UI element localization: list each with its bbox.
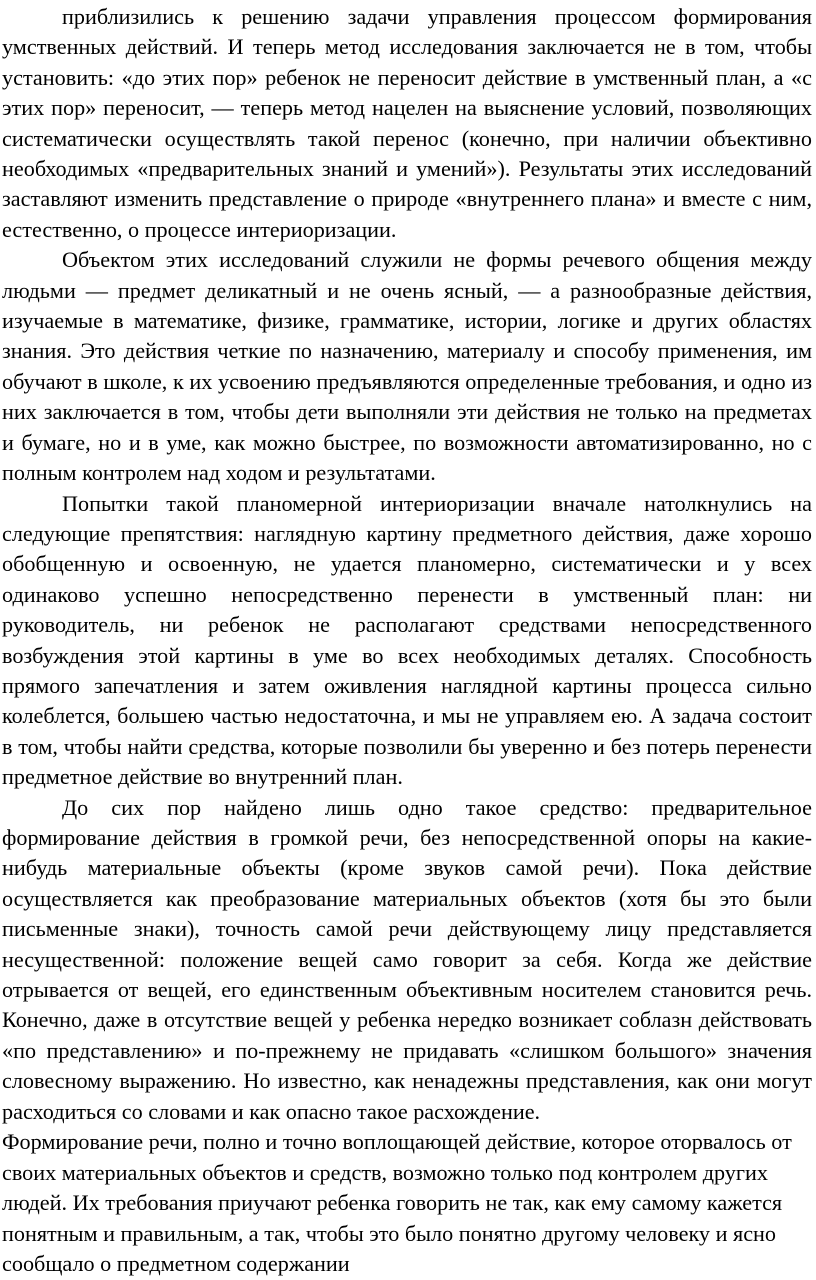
paragraph-5: Формирование речи, полно и точно воплощающей действие, которое оторвалось от своих материальных объектов и средств, возможно только под контролем других людей. Их требования приучают ребенка говорить не так, как ему самому кажется понятным и правильным, а так, чтобы это было понятно другому человеку и ясно сообщало о предметном содержании bbox=[2, 1129, 792, 1277]
paragraph-1: приблизились к решению задачи управления процессом формирования умственных действий. И теперь метод исследования заключается не в том, чтобы установить: «до этих пор» ребенок не переносит действие в умственный план, а «с этих пор» переносит, — теперь метод нацелен на выяснение условий, позволяющих систематически осуществлять такой перенос (конечно, при наличии объективно необходимых «предварительных знаний и умений»). Результаты этих исследований заставляют изменить представление о природе «внутреннего плана» и вместе с ним, естественно, о процессе интериоризации. bbox=[2, 4, 812, 242]
paragraph-2: Объектом этих исследований служили не формы речевого общения между людьми — предмет деликатный и не очень ясный, — а разнообразные действия, изучаемые в математике, физике, грамматике, истории, логике и других областях знания. Это действия четкие по назначению, материалу и способу применения, им обучают в школе, к их усвоению предъявляются определенные требования, и одно из них заключается в том, чтобы дети выполняли эти действия не только на предметах и бумаге, но и в уме, как можно быстрее, по возможности автоматизированно, но с полным контролем над ходом и результатами. bbox=[2, 247, 812, 486]
paragraph-3: Попытки такой планомерной интериоризации вначале натолкнулись на следующие препятствия: наглядную картину предметного действия, даже хорошо обобщенную и освоенную, не удается планомерно, систематически и у всех одинаково успешно непосредственно перенести в умственный план: ни руководитель, ни ребенок не располагают средствами непосредственного возбуждения этой картины в уме во всех необходимых деталях. Способность прямого запечатления и затем оживления наглядной картины процесса сильно колеблется, большею частью недостаточна, и мы не управляем ею. А задача состоит в том, чтобы найти средства, которые позволили бы уверенно и без потерь перенести предметное действие во внутренний план. bbox=[2, 490, 812, 790]
paragraph-4: До сих пор найдено лишь одно такое средство: предварительное формирование действия в громкой речи, без непосредственной опоры на какие-нибудь материальные объекты (кроме звуков самой речи). Пока действие осуществляется как преобразование материальных объектов (хотя бы это были письменные знаки), точность самой речи действующему лицу представляется несущественной: положение вещей само говорит за себя. Когда же действие отрывается от вещей, его единственным объективным носителем становится речь. Конечно, даже в отсутствие вещей у ребенка нередко возникает соблазн действовать «по представлению» и по-прежнему не придавать «слишком большого» значения словесному выражению. Но известно, как ненадежны представления, как они могут расходиться со словами и как опасно такое расхождение. bbox=[2, 794, 812, 1124]
